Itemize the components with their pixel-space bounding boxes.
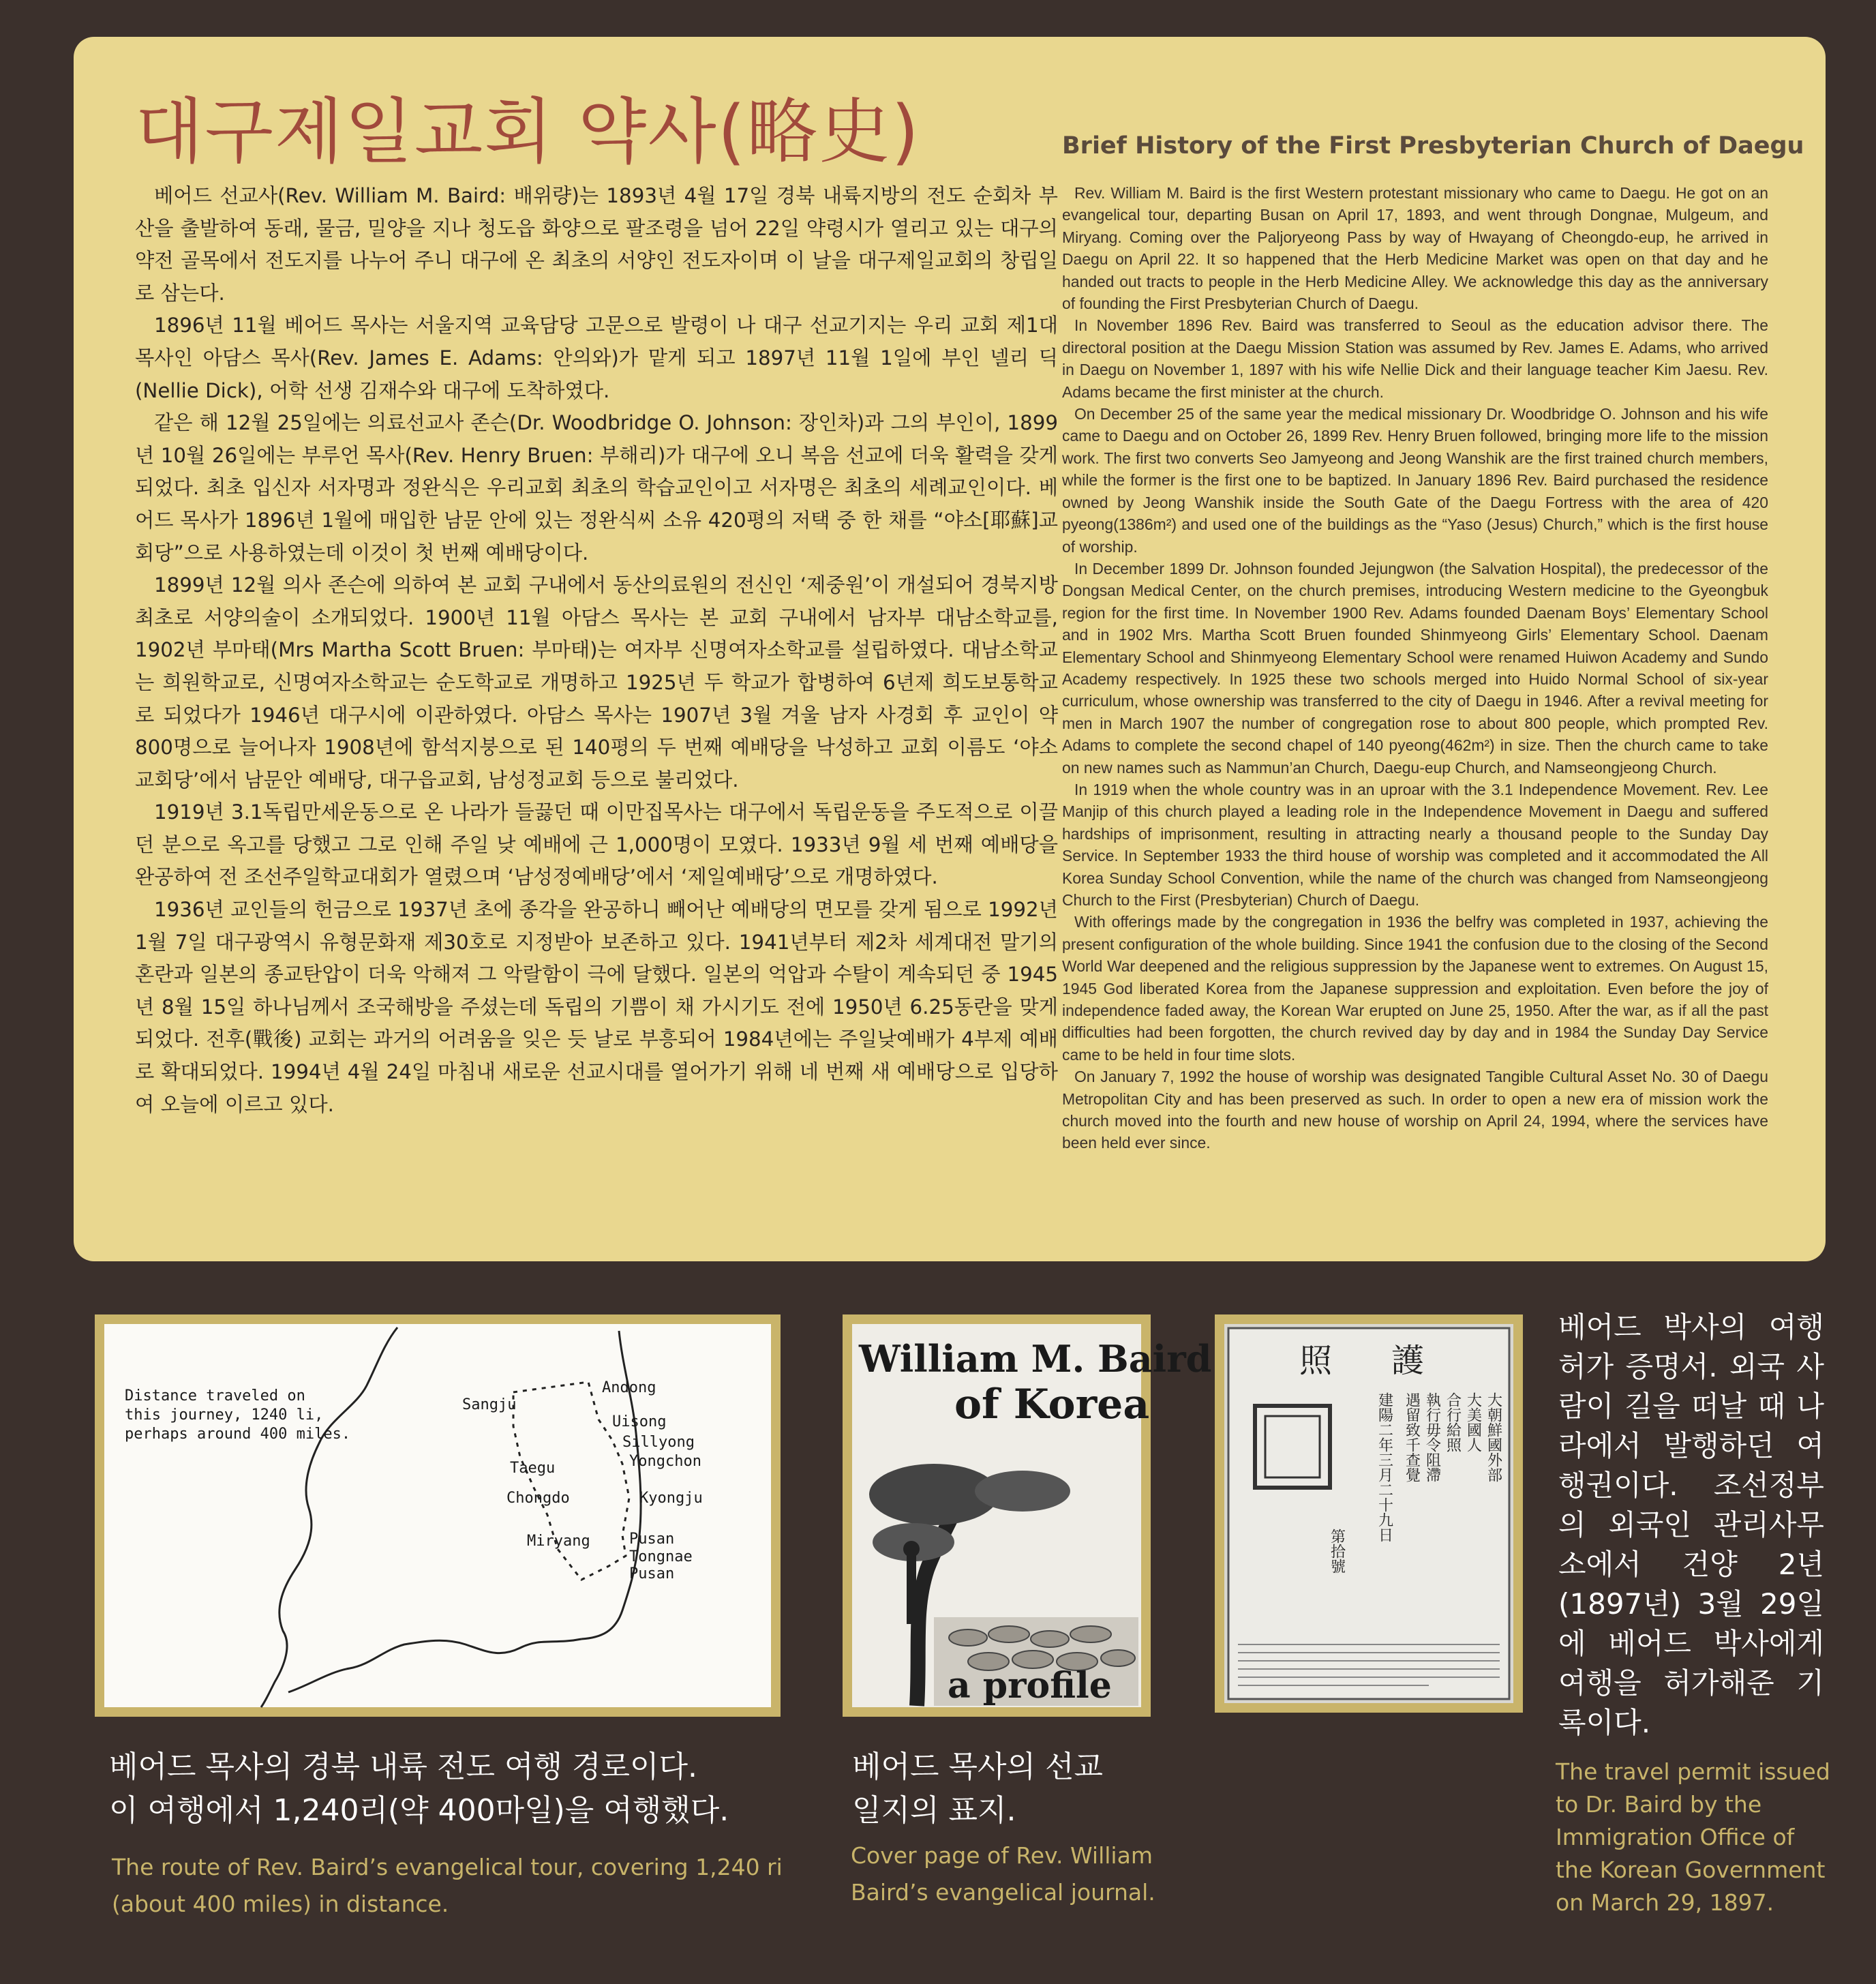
permit-heading: 護 — [1391, 1342, 1425, 1380]
en-paragraph: In 1919 when the whole country was in an uproar with the 3.1 Independence Movement. Rev. Lee Manjip of this church played a leading role in the Independence Movement in Daegu and suffered hardships of imprisonment, resulting in attracting nearly a thousand people to the Sunday Day Service. In September 1933 the third house of worship was completed and it accommodated the All Korea Sunday School Convention, while the name of the church was changed from Namseongjeong Church to the First (Presbyterian) Church of Daegu. — [1062, 780, 1768, 909]
caption-line: 일지의 표지. — [852, 1793, 1016, 1828]
place-label: Pusan — [629, 1565, 675, 1582]
en-paragraph: On December 25 of the same year the medical missionary Dr. Woodbridge O. Johnson and his wife came to Daegu and on October 26, 1899 Rev. Henry Bruen followed, bringing more life to the mission work. The first two converts Seo Jamyeong and Jeong Wanshik are the first trained church members, while the former is the first one to be baptized. In January 1896 Rev. Baird purchased the residence owned by Jeong Wanshik inside the South Gate of the Daegu Fortress with the area of 420 pyeong(1386m²) and used one of the buildings as the “Yaso (Jesus) Church,” which is the first house of worship. — [1062, 405, 1768, 556]
permit-column: 大朝鮮國外部 — [1485, 1392, 1502, 1482]
caption-line: The route of Rev. Baird’s evangelical tour, covering 1,240 ri — [112, 1854, 783, 1880]
english-history-text — [1062, 182, 1768, 1154]
figure-silhouette — [907, 1556, 916, 1624]
permit-caption-en — [1556, 1756, 1842, 1919]
book-caption-kr — [852, 1745, 1103, 1833]
place-label: Miryang — [527, 1533, 590, 1550]
route-map-frame — [95, 1314, 781, 1717]
en-paragraph: With offerings made by the congregation in 1936 the belfry was completed in 1937, achieving the present configuration of the whole building. Since 1941 the confusion due to the closing of the Second World War deepened and the religious suppression by the Japanese went to extremes. On August 15, 1945 God liberated Korea from the Japanese suppression and exploitation. Even before the joy of independence faded away, the Korean War erupted on June 25, 1950. After the war, as if all the past difficulties had been forgotten, the church revived day by day and in 1984 the Sunday Day Service came to be held in four time slots. — [1062, 913, 1768, 1064]
history-panel — [74, 37, 1826, 1261]
travel-permit — [1224, 1324, 1513, 1703]
travel-permit-frame — [1215, 1314, 1523, 1713]
map-note-line: Distance traveled on — [125, 1387, 305, 1404]
journal-cover — [852, 1324, 1212, 1707]
route-map-drawing — [104, 1324, 771, 1707]
en-paragraph: On January 7, 1992 the house of worship was designated Tangible Cultural Asset No. 30 of Daegu Metropolitan City and has been preserved as such. In order to open a new era of mission work the church moved into the fourth and new house of worship on April 24, 1994, where the services have been held ever since. — [1062, 1068, 1768, 1152]
en-paragraph: Rev. William M. Baird is the first Western protestant missionary who came to Daegu. He got on an evangelical tour, departing Busan on April 17, 1893, and went through Dongnae, Mulgeum, and Miryang. Coming over the Paljoryeong Pass by way of Hwayang of Cheongdo-eup, he arrived in Daegu on April 22. It so happened that the Herb Medicine Market was open on that day and he handed out tracts to people in the Herb Medicine Alley. We acknowledge this day as the anniversary of founding the First Presbyterian Church of Daegu. — [1062, 184, 1768, 313]
journal-cover-frame — [843, 1314, 1212, 1717]
tree-foliage — [975, 1471, 1070, 1512]
caption-line: The travel permit issued — [1556, 1758, 1830, 1785]
place-label: Sangju — [462, 1396, 517, 1413]
caption-line: to Dr. Baird by the — [1556, 1791, 1762, 1818]
kr-paragraph: 같은 해 12월 25일에는 의료선교사 존슨(Dr. Woodbridge O. Johnson: 장인차)과 그의 부인이, 1899년 10월 26일에는 부루언 목사(Rev. Henry Bruen: 부해리)가 대구에 오니 복음 선교에 더욱 활력을 갖게 되었다. 최초 입신자 서자명과 정완식은 우리교회 최초의 학습교인이고 서자명은 최초의 세례교인이다. 베어드 목사가 1896년 1월에 매입한 남문 안에 있는 정완식씨 소유 420평의 저택 중 한 채를 “야소[耶蘇]교회당”으로 사용하였는데 이것이 첫 번째 예배당이다. — [135, 411, 1058, 565]
coastline — [261, 1327, 397, 1707]
kr-paragraph: 1899년 12월 의사 존슨에 의하여 본 교회 구내에서 동산의료원의 전신인 ‘제중원’이 개설되어 경북지방 최초로 서양의술이 소개되었다. 1900년 11월 아담스 목사는 본 교회 구내에서 남자부 대남소학교를, 1902년 부마태(Mrs Martha Scott Bruen: 부마태)는 여자부 신명여자소학교를 설립하였다. 대남소학교는 희원학교로, 신명여자소학교는 순도학교로 개명하고 1925년 두 학교가 합병하여 6년제 희도보통학교로 되었다가 1946년 대구시에 이관하였다. 아담스 목사는 1907년 3월 겨울 남자 사경회 후 교인이 약 800명으로 늘어나자 1908년에 함석지붕으로 된 140평의 두 번째 예배당을 낙성하고 교회 이름도 ‘야소교회당’에서 남문안 예배당, 대구읍교회, 남성정교회 등으로 불리었다. — [135, 573, 1058, 792]
permit-column: 大美國人 — [1464, 1392, 1482, 1452]
map-caption-en — [112, 1849, 783, 1923]
kr-paragraph: 1936년 교인들의 헌금으로 1937년 초에 종각을 완공하니 빼어난 예배당의 면모를 갖게 됨으로 1992년 1월 7일 대구광역시 유형문화재 제30호로 지정받아 보존하고 있다. 1941년부터 제2차 세계대전 말기의 혼란과 일본의 종교탄압이 더욱 악해져 그 악랄함이 극에 달했다. 일본의 억압과 수탈이 계속되던 중 1945년 8월 15일 하나님께서 조국해방을 주셨는데 독립의 기쁨이 채 가시기도 전에 1950년 6.25동란을 맞게 되었다. 전후(戰後) 교회는 과거의 어려움을 잊은 듯 날로 부흥되어 1984년에는 주일낮예배가 4부제 예배로 확대되었다. 1994년 4월 24일 마침내 새로운 선교시대를 열어가기 위해 네 번째 새 예배당으로 입당하여 오늘에 이르고 있다. — [135, 898, 1058, 1116]
permit-caption-kr: 베어드 박사의 여행 허가 증명서. 외국 사람이 길을 떠날 때 나라에서 발행하던 여행권이다. 조선정부의 외국인 관리사무소에서 건양 2년(1897년) 3월 29일에 베어드 박사에게 여행을 허가해준 기록이다. — [1558, 1310, 1824, 1739]
figure-head — [903, 1541, 920, 1557]
caption-line: Cover page of Rev. William — [851, 1842, 1153, 1869]
place-label: Tongnae — [629, 1548, 693, 1565]
kr-paragraph: 1896년 11월 베어드 목사는 서울지역 교육담당 고문으로 발령이 나 대구 선교기지는 우리 교회 제1대 목사인 아담스 목사(Rev. James E. Adams: 안의와)가 맡게 되고 1897년 11월 1일에 부인 넬리 딕(Nellie Dick), 어학 선생 김재수와 대구에 도착하였다. — [135, 314, 1058, 402]
kr-paragraph: 베어드 선교사(Rev. William M. Baird: 배위량)는 1893년 4월 17일 경북 내륙지방의 전도 순회차 부산을 출발하여 동래, 물금, 밀양을 지나 청도읍 화양으로 팔조령을 넘어 22일 약령시가 열리고 있는 대구의 약전 골목에서 전도지를 나누어 주니 대구에 온 최초의 서양인 전도자이며 이 날을 대구제일교회의 창립일로 삼는다. — [135, 184, 1058, 305]
route-map — [104, 1324, 771, 1707]
kr-paragraph: 1919년 3.1독립만세운동으로 온 나라가 들끓던 때 이만집목사는 대구에서 독립운동을 주도적으로 이끌던 분으로 옥고를 당했고 그로 인해 주일 낮 예배에 근 1,000명이 모였다. 1933년 9월 세 번째 예배당을 완공하여 전 조선주일학교대회가 열렸으며 ‘남성정예배당’에서 ‘제일예배당’으로 개명하였다. — [135, 800, 1058, 889]
en-paragraph: In December 1899 Dr. Johnson founded Jejungwon (the Salvation Hospital), the predecessor of the Dongsan Medical Center, on the church premises, introducing Western medicine to the Gyeongbuk region for the first time. In November 1900 Rev. Adams founded Daenam Boys’ Elementary School and in 1902 Mrs. Martha Scott Bruen founded Shinmyeong Girls’ Elementary School. Daenam Elementary School and Shinmyeong Elementary School were renamed Huiwon Academy and Sundo Academy respectively. In 1925 these two schools merged into Huido Normal School of six-year curriculum, whose ownership was transferred to the city of Daegu in 1946. After a revival meeting for men in March 1907 the number of congregation rose to about 800 people, which prompted Rev. Adams to complete the second chapel of 140 pyeong(462m²) in size. Then the church came to take on new names such as Nammun’an Church, Daegu-eup Church, and Namseongjeong Church. — [1062, 559, 1768, 777]
caption-line: the Korean Government — [1556, 1857, 1826, 1883]
book-caption-en — [851, 1837, 1155, 1911]
en-paragraph: In November 1896 Rev. Baird was transferred to Seoul as the education advisor there. The directoral position at the Daegu Mission Station was assumed by Rev. James E. Adams, who arrived in Daegu on November 1, 1897 with his wife Nellie Dick and their language teacher Kim Jaesu. Rev. Adams became the first minister at the church. — [1062, 316, 1768, 401]
travel-permit-drawing — [1224, 1324, 1513, 1703]
korean-history-text — [135, 180, 1058, 1121]
south-coast — [288, 1639, 581, 1692]
permit-column: 遇留致千查覺 — [1403, 1392, 1421, 1482]
place-label: Yongchon — [629, 1453, 701, 1470]
journal-cover-drawing — [852, 1324, 1212, 1707]
permit-column: 合行給照 — [1444, 1392, 1462, 1452]
place-label: Pusan — [629, 1531, 675, 1548]
permit-column: 執行毋令阻滯 — [1423, 1392, 1441, 1482]
place-label: Chongdo — [506, 1490, 570, 1507]
caption-line: 베어드 목사의 경북 내륙 전도 여행 경로이다. — [109, 1749, 697, 1784]
caption-line: 베어드 목사의 선교 — [852, 1749, 1104, 1784]
caption-line: 이 여행에서 1,240리(약 400마일)을 여행했다. — [109, 1793, 729, 1828]
caption-line: on March 29, 1897. — [1556, 1889, 1774, 1916]
place-label: Kyongju — [639, 1490, 703, 1507]
place-label: Uisong — [612, 1413, 667, 1430]
caption-line: Baird’s evangelical journal. — [851, 1879, 1155, 1906]
place-label: Sillyong — [622, 1434, 695, 1451]
cover-title-line: William M. Baird — [859, 1337, 1212, 1381]
map-note-line: this journey, 1240 li, — [125, 1407, 324, 1424]
map-caption-kr — [109, 1745, 729, 1833]
english-title: Brief History of the First Presbyterian Church of Daegu — [1062, 132, 1804, 160]
place-label: Taegu — [510, 1460, 556, 1477]
east-coast — [581, 1331, 641, 1639]
map-note-line: perhaps around 400 miles. — [125, 1426, 351, 1443]
route-line — [513, 1382, 629, 1580]
place-label: Andong — [602, 1379, 656, 1396]
permit-date: 建陽二年三月二十九日 — [1376, 1392, 1393, 1542]
cover-subtitle: a profile — [948, 1665, 1112, 1707]
caption-line: Immigration Office of — [1556, 1824, 1795, 1850]
cover-title-line: of Korea — [954, 1381, 1150, 1428]
permit-number: 第拾號 — [1328, 1529, 1346, 1574]
caption-line: (about 400 miles) in distance. — [112, 1891, 449, 1917]
permit-heading: 照 — [1299, 1342, 1333, 1380]
page-title: 대구제일교회 약사(略史) — [135, 90, 920, 173]
